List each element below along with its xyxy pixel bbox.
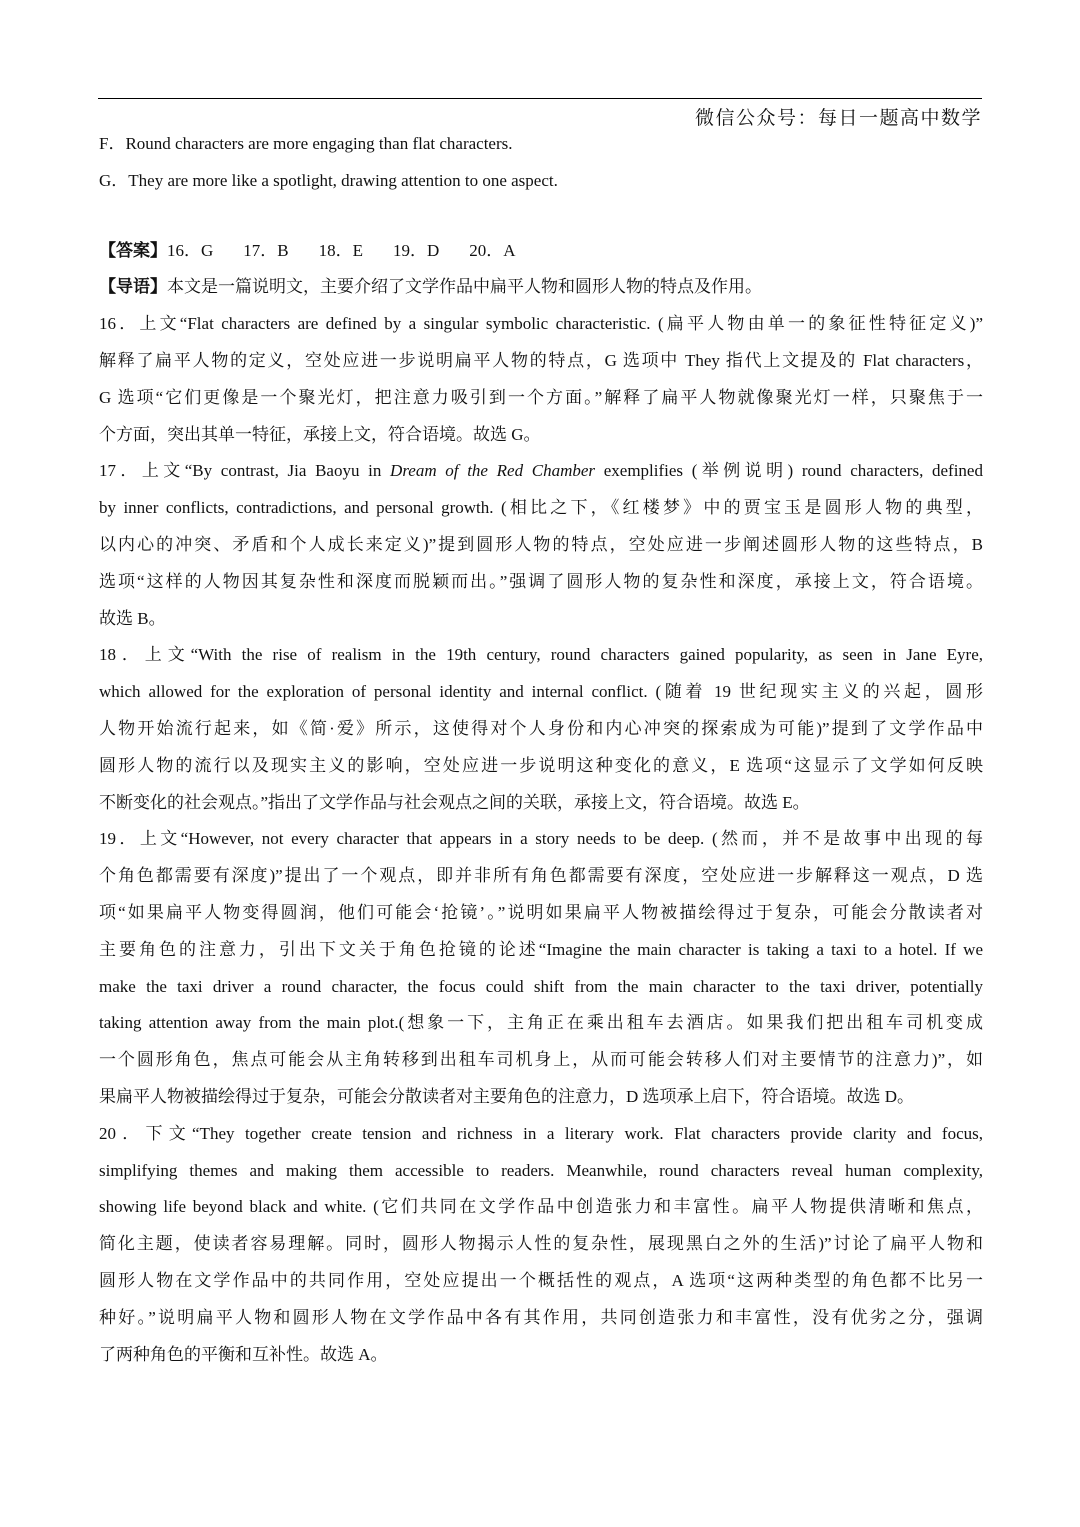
answer-label: 【答案】 (99, 240, 167, 260)
answer-line (99, 233, 983, 270)
explanation-19 (99, 821, 983, 1115)
document-body (99, 126, 983, 1373)
exp20-line: 种好。”说明扁平人物和圆形人物在文学作品中各有其作用，共同创造张力和丰富性，没有优劣之分，强调 (99, 1307, 983, 1327)
exp19-line: 果扁平人物被描绘得过于复杂，可能会分散读者对主要角色的注意力，D 选项承上启下，符合语境。故选 D。 (99, 1086, 915, 1106)
exp20-line: 简化主题，使读者容易理解。同时，圆形人物揭示人性的复杂性，展现黑白之外的生活)”讨论了扁平人物和 (99, 1234, 983, 1254)
answer-16: 16．G (167, 240, 214, 260)
answer-19: 19．D (393, 240, 440, 260)
exp17-line: by inner conflicts, contradictions, and personal growth. (相比之下，《红楼梦》中的贾宝玉是圆形人物的典型， (99, 498, 983, 518)
exp19-line: 一个圆形角色，焦点可能会从主角转移到出租车司机身上，从而可能会转移人们对主要情节的注意力)”，如 (99, 1050, 983, 1070)
exp19-line: taking attention away from the main plot.(想象一下，主角正在乘出租车去酒店。如果我们把出租车司机变成 (99, 1013, 983, 1033)
option-g: G．They are more like a spotlight, drawing attention to one aspect. (99, 170, 558, 190)
header-divider (98, 98, 982, 99)
exp20-line: 圆形人物在文学作品中的共同作用，空处应提出一个概括性的观点，A 选项“这两种类型的角色都不比另一 (99, 1270, 983, 1290)
option-f: F．Round characters are more engaging than flat characters. (99, 134, 513, 153)
explanation-17 (99, 453, 983, 637)
exp16-line: 解释了扁平人物的定义，空处应进一步说明扁平人物的特点，G 选项中 They 指代上文提及的 Flat characters， (99, 350, 983, 370)
exp17-text: exemplifies (举例说明) round characters, defined (595, 461, 983, 481)
exp19-line: 19．上文“However, not every character that appears in a story needs to be deep. (然而，并不是故事中出现的每 (99, 829, 983, 849)
explanation-18 (99, 637, 983, 821)
exp18-line: 人物开始流行起来，如《简·爱》所示，这使得对个人身份和内心冲突的探索成为可能)”提到了文学作品中 (99, 718, 983, 738)
book-title: Dream of the Red Chamber (390, 461, 596, 481)
exp20-line: 20．下文“They together create tension and richness in a literary work. Flat characters provide clarity and focus, (99, 1123, 983, 1143)
section-gap (99, 200, 983, 233)
intro-label: 【导语】 (99, 277, 167, 297)
exp18-line: 圆形人物的流行以及现实主义的影响，空处应进一步说明这种变化的意义，E 选项“这显示了文学如何反映 (99, 755, 983, 775)
exp20-line: simplifying themes and making them accessible to readers. Meanwhile, round characters reveal human complexity, (99, 1160, 983, 1180)
exp18-line: which allowed for the exploration of personal identity and internal conflict. (随着 19 世纪现实主义的兴起，圆形 (99, 682, 983, 702)
answer-20: 20．A (469, 240, 516, 260)
explanation-16 (99, 306, 983, 453)
exp16-line: 个方面，突出其单一特征，承接上文，符合语境。故选 G。 (99, 424, 541, 444)
exp16-line: 16．上文“Flat characters are defined by a singular symbolic characteristic. (扁平人物由单一的象征性特征定义)” (99, 314, 983, 334)
exp17-line: 选项“这样的人物因其复杂性和深度而脱颖而出。”强调了圆形人物的复杂性和深度，承接上文，符合语境。 (99, 571, 983, 591)
exp17-line: 故选 B。 (99, 608, 166, 628)
exp19-line: 个角色都需要有深度)”提出了一个观点，即并非所有角色都需要有深度，空处应进一步解释这一观点，D 选 (99, 866, 983, 886)
exp18-line: 18．上文“With the rise of realism in the 19th century, round characters gained popularity, as seen in Jane Eyre, (99, 645, 983, 665)
explanation-20 (99, 1116, 983, 1374)
intro-text: 本文是一篇说明文，主要介绍了文学作品中扁平人物和圆形人物的特点及作用。 (167, 277, 762, 297)
exp19-line: make the taxi driver a round character, the focus could shift from the main character to the taxi driver, potentially (99, 976, 983, 996)
exp17-text: 17．上文“By contrast, Jia Baoyu in (99, 461, 391, 481)
answer-17: 17．B (243, 240, 289, 260)
exp17-line (99, 453, 983, 490)
exp19-line: 项“如果扁平人物变得圆润，他们可能会‘抢镜’。”说明如果扁平人物被描绘得过于复杂，可能会分散读者对 (99, 902, 983, 922)
answer-18: 18．E (318, 240, 364, 260)
exp19-line: 主要角色的注意力，引出下文关于角色抢镜的论述“Imagine the main character is taking a taxi to a hotel. If we (99, 939, 983, 959)
exp17-line: 以内心的冲突、矛盾和个人成长来定义)”提到圆形人物的特点，空处应进一步阐述圆形人物的这些特点，B (99, 534, 983, 554)
exp16-line: G 选项“它们更像是一个聚光灯，把注意力吸引到一个方面。”解释了扁平人物就像聚光灯一样，只聚焦于一 (99, 387, 983, 407)
exp20-line: showing life beyond black and white. (它们共同在文学作品中创造张力和丰富性。扁平人物提供清晰和焦点， (99, 1197, 983, 1217)
header-source: 微信公众号：每日一题高中数学 (694, 107, 982, 129)
intro-line (99, 269, 983, 306)
exp20-line: 了两种角色的平衡和互补性。故选 A。 (99, 1344, 388, 1364)
exp18-line: 不断变化的社会观点。”指出了文学作品与社会观点之间的关联，承接上文，符合语境。故选 E。 (99, 792, 810, 812)
